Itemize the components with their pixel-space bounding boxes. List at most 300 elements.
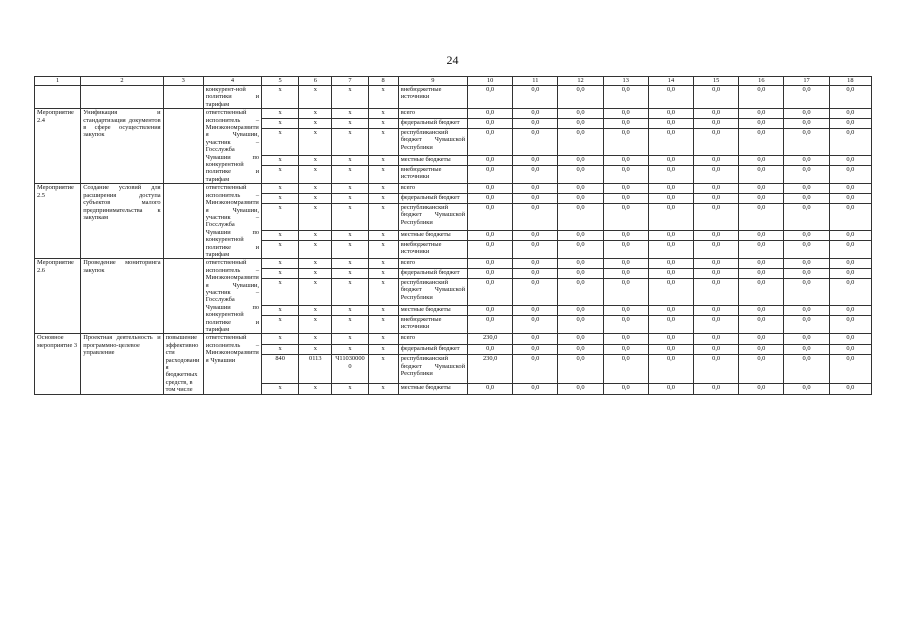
event-title-cell: Унификация и стандартизация документов в сфере осуществления закупок: [81, 109, 163, 184]
value-cell: 0,0: [829, 259, 871, 269]
code-cell: x: [368, 165, 398, 184]
value-cell: 0,0: [513, 334, 558, 344]
code-cell: Ч110300000: [332, 355, 368, 384]
code-cell: x: [299, 109, 332, 119]
value-cell: 0,0: [603, 269, 648, 279]
value-cell: 0,0: [829, 334, 871, 344]
value-cell: 0,0: [784, 155, 829, 165]
value-cell: 0,0: [468, 119, 513, 129]
value-cell: 0,0: [513, 119, 558, 129]
value-cell: 0,0: [784, 240, 829, 259]
value-cell: 0,0: [648, 315, 693, 334]
table-row: [35, 184, 872, 194]
code-cell: x: [368, 184, 398, 194]
value-cell: 0,0: [829, 306, 871, 316]
value-cell: 0,0: [513, 306, 558, 316]
code-cell: x: [299, 344, 332, 354]
value-cell: 0,0: [558, 86, 603, 109]
goal-cell: [163, 259, 203, 334]
value-cell: 0,0: [513, 269, 558, 279]
funding-source-cell: федеральный бюджет: [398, 269, 467, 279]
code-cell: x: [299, 259, 332, 269]
value-cell: 0,0: [603, 231, 648, 241]
value-cell: 0,0: [603, 334, 648, 344]
value-cell: 0,0: [558, 355, 603, 384]
value-cell: 0,0: [603, 184, 648, 194]
value-cell: 0,0: [603, 306, 648, 316]
funding-source-cell: местные бюджеты: [398, 306, 467, 316]
code-cell: x: [262, 315, 299, 334]
value-cell: 0,0: [694, 203, 739, 230]
value-cell: 0,0: [513, 278, 558, 305]
code-cell: x: [262, 119, 299, 129]
funding-source-cell: всего: [398, 184, 467, 194]
value-cell: 0,0: [558, 278, 603, 305]
value-cell: 0,0: [784, 315, 829, 334]
value-cell: 0,0: [829, 184, 871, 194]
value-cell: 0,0: [468, 240, 513, 259]
code-cell: x: [262, 184, 299, 194]
code-cell: x: [332, 334, 368, 344]
event-name-cell: [35, 86, 81, 109]
value-cell: 0,0: [513, 194, 558, 204]
value-cell: 0,0: [829, 128, 871, 155]
code-cell: x: [299, 278, 332, 305]
code-cell: x: [368, 315, 398, 334]
value-cell: 0,0: [468, 269, 513, 279]
code-cell: x: [299, 384, 332, 394]
executor-cell: конкурент-ной политики и тарифам: [203, 86, 261, 109]
value-cell: 0,0: [468, 128, 513, 155]
value-cell: 0,0: [558, 384, 603, 394]
value-cell: 0,0: [558, 155, 603, 165]
value-cell: 0,0: [829, 86, 871, 109]
value-cell: 0,0: [739, 165, 784, 184]
value-cell: 0,0: [829, 203, 871, 230]
column-header: 2: [81, 77, 163, 86]
code-cell: x: [368, 231, 398, 241]
value-cell: 0,0: [648, 334, 693, 344]
value-cell: 0,0: [784, 306, 829, 316]
value-cell: 0,0: [513, 344, 558, 354]
code-cell: x: [332, 306, 368, 316]
code-cell: x: [262, 240, 299, 259]
code-cell: x: [332, 86, 368, 109]
value-cell: 0,0: [603, 259, 648, 269]
value-cell: 0,0: [558, 109, 603, 119]
code-cell: x: [332, 109, 368, 119]
code-cell: x: [299, 165, 332, 184]
value-cell: 0,0: [739, 128, 784, 155]
value-cell: 0,0: [739, 334, 784, 344]
column-header: 7: [332, 77, 368, 86]
code-cell: x: [368, 155, 398, 165]
value-cell: 0,0: [648, 203, 693, 230]
value-cell: 0,0: [513, 203, 558, 230]
value-cell: 0,0: [694, 231, 739, 241]
goal-cell: повышение эффективности расходования бюджетных средств, в том числе: [163, 334, 203, 394]
code-cell: x: [368, 344, 398, 354]
code-cell: x: [262, 334, 299, 344]
code-cell: x: [368, 269, 398, 279]
value-cell: 0,0: [558, 194, 603, 204]
value-cell: 0,0: [468, 259, 513, 269]
table-row: [35, 86, 872, 109]
value-cell: 0,0: [603, 128, 648, 155]
code-cell: x: [262, 128, 299, 155]
column-header: 5: [262, 77, 299, 86]
executor-cell: ответственный исполнитель – Минэкономразвития Чувашии, участник – Госслужба Чувашии по конкурентной политике и тарифам: [203, 259, 261, 334]
code-cell: x: [368, 86, 398, 109]
funding-source-cell: всего: [398, 259, 467, 269]
code-cell: 840: [262, 355, 299, 384]
executor-cell: ответственный исполнитель – Минэкономразвития Чувашии: [203, 334, 261, 394]
value-cell: 0,0: [784, 128, 829, 155]
code-cell: x: [368, 128, 398, 155]
value-cell: 0,0: [603, 240, 648, 259]
funding-source-cell: местные бюджеты: [398, 155, 467, 165]
funding-source-cell: местные бюджеты: [398, 384, 467, 394]
event-name-cell: Мероприятие 2.6: [35, 259, 81, 334]
value-cell: 0,0: [648, 119, 693, 129]
value-cell: 0,0: [558, 231, 603, 241]
value-cell: 0,0: [694, 355, 739, 384]
value-cell: 0,0: [829, 344, 871, 354]
value-cell: 0,0: [468, 203, 513, 230]
executor-cell: ответственный исполнитель – Минэкономразвития Чувашии, участник – Госслужба Чувашии по конкурентной политике и тарифам: [203, 109, 261, 184]
value-cell: 0,0: [784, 344, 829, 354]
code-cell: x: [299, 203, 332, 230]
value-cell: 0,0: [694, 165, 739, 184]
value-cell: 0,0: [694, 306, 739, 316]
value-cell: 0,0: [468, 231, 513, 241]
value-cell: 0,0: [694, 344, 739, 354]
funding-source-cell: внебюджетные источники: [398, 240, 467, 259]
code-cell: x: [262, 384, 299, 394]
value-cell: 0,0: [648, 165, 693, 184]
code-cell: x: [262, 278, 299, 305]
value-cell: 0,0: [784, 203, 829, 230]
value-cell: 0,0: [829, 278, 871, 305]
funding-source-cell: местные бюджеты: [398, 231, 467, 241]
value-cell: 0,0: [648, 128, 693, 155]
code-cell: x: [299, 231, 332, 241]
code-cell: x: [262, 259, 299, 269]
value-cell: 0,0: [784, 86, 829, 109]
funding-source-cell: республиканский бюджет Чувашской Республики: [398, 278, 467, 305]
code-cell: x: [299, 306, 332, 316]
value-cell: 0,0: [648, 240, 693, 259]
value-cell: 0,0: [739, 203, 784, 230]
value-cell: 0,0: [739, 240, 784, 259]
value-cell: 0,0: [694, 240, 739, 259]
code-cell: x: [299, 119, 332, 129]
value-cell: 0,0: [784, 194, 829, 204]
value-cell: 0,0: [648, 86, 693, 109]
value-cell: 0,0: [739, 119, 784, 129]
value-cell: 0,0: [513, 155, 558, 165]
value-cell: 0,0: [694, 384, 739, 394]
value-cell: 0,0: [603, 155, 648, 165]
value-cell: 0,0: [694, 155, 739, 165]
value-cell: 0,0: [739, 155, 784, 165]
goal-cell: [163, 109, 203, 184]
value-cell: 0,0: [558, 344, 603, 354]
value-cell: 0,0: [784, 384, 829, 394]
value-cell: 0,0: [513, 315, 558, 334]
value-cell: 0,0: [829, 109, 871, 119]
value-cell: 0,0: [603, 119, 648, 129]
value-cell: 230,0: [468, 334, 513, 344]
code-cell: x: [332, 128, 368, 155]
value-cell: 0,0: [468, 306, 513, 316]
table-header-row: [35, 77, 872, 86]
code-cell: x: [332, 259, 368, 269]
value-cell: 0,0: [648, 384, 693, 394]
value-cell: 0,0: [829, 155, 871, 165]
code-cell: x: [332, 240, 368, 259]
value-cell: 0,0: [648, 109, 693, 119]
value-cell: 0,0: [648, 155, 693, 165]
value-cell: 0,0: [558, 315, 603, 334]
value-cell: 0,0: [603, 86, 648, 109]
value-cell: 0,0: [468, 86, 513, 109]
value-cell: 0,0: [784, 355, 829, 384]
value-cell: 0,0: [784, 278, 829, 305]
value-cell: 0,0: [784, 259, 829, 269]
value-cell: 0,0: [739, 384, 784, 394]
column-header: 16: [739, 77, 784, 86]
value-cell: 0,0: [513, 259, 558, 269]
value-cell: 0,0: [739, 278, 784, 305]
column-header: 12: [558, 77, 603, 86]
column-header: 10: [468, 77, 513, 86]
value-cell: 0,0: [603, 165, 648, 184]
funding-source-cell: внебюджетные источники: [398, 165, 467, 184]
code-cell: x: [368, 384, 398, 394]
value-cell: 0,0: [513, 86, 558, 109]
value-cell: 0,0: [739, 306, 784, 316]
funding-source-cell: федеральный бюджет: [398, 119, 467, 129]
funding-source-cell: республиканский бюджет Чувашской Республики: [398, 203, 467, 230]
event-name-cell: Основное мероприятие 3: [35, 334, 81, 394]
code-cell: x: [262, 109, 299, 119]
event-title-cell: Проектная деятельность и программно-целевое управление: [81, 334, 163, 394]
value-cell: 0,0: [739, 231, 784, 241]
column-header: 13: [603, 77, 648, 86]
value-cell: 0,0: [784, 184, 829, 194]
value-cell: 0,0: [784, 119, 829, 129]
column-header: 17: [784, 77, 829, 86]
value-cell: 0,0: [513, 384, 558, 394]
code-cell: x: [332, 269, 368, 279]
value-cell: 0,0: [513, 231, 558, 241]
code-cell: x: [299, 128, 332, 155]
value-cell: 0,0: [648, 344, 693, 354]
code-cell: x: [332, 278, 368, 305]
value-cell: 0,0: [829, 240, 871, 259]
value-cell: 0,0: [468, 315, 513, 334]
code-cell: x: [332, 119, 368, 129]
event-name-cell: Мероприятие 2.4: [35, 109, 81, 184]
value-cell: 0,0: [603, 315, 648, 334]
code-cell: x: [262, 86, 299, 109]
code-cell: x: [262, 344, 299, 354]
value-cell: 0,0: [468, 344, 513, 354]
value-cell: 0,0: [739, 109, 784, 119]
code-cell: x: [262, 269, 299, 279]
value-cell: 0,0: [513, 184, 558, 194]
value-cell: 0,0: [648, 231, 693, 241]
value-cell: 0,0: [739, 269, 784, 279]
value-cell: 0,0: [558, 128, 603, 155]
value-cell: 0,0: [694, 119, 739, 129]
value-cell: 0,0: [603, 203, 648, 230]
value-cell: 0,0: [694, 194, 739, 204]
value-cell: 0,0: [558, 240, 603, 259]
code-cell: x: [368, 109, 398, 119]
value-cell: 0,0: [739, 344, 784, 354]
funding-source-cell: всего: [398, 109, 467, 119]
table-row: [35, 334, 872, 344]
value-cell: 0,0: [558, 306, 603, 316]
column-header: 15: [694, 77, 739, 86]
value-cell: 0,0: [694, 334, 739, 344]
value-cell: 0,0: [829, 384, 871, 394]
code-cell: x: [299, 315, 332, 334]
table-row: [35, 109, 872, 119]
funding-source-cell: федеральный бюджет: [398, 194, 467, 204]
code-cell: x: [299, 269, 332, 279]
code-cell: x: [368, 203, 398, 230]
column-header: 18: [829, 77, 871, 86]
value-cell: 0,0: [558, 184, 603, 194]
value-cell: 0,0: [513, 128, 558, 155]
code-cell: x: [368, 334, 398, 344]
value-cell: 0,0: [694, 184, 739, 194]
code-cell: x: [368, 240, 398, 259]
code-cell: x: [332, 384, 368, 394]
code-cell: x: [368, 119, 398, 129]
column-header: 1: [35, 77, 81, 86]
column-header: 11: [513, 77, 558, 86]
value-cell: 0,0: [558, 334, 603, 344]
value-cell: 0,0: [558, 259, 603, 269]
funding-source-cell: внебюджетные источники: [398, 315, 467, 334]
budget-table: [34, 76, 872, 395]
value-cell: 0,0: [829, 355, 871, 384]
code-cell: x: [299, 194, 332, 204]
table-row: [35, 259, 872, 269]
code-cell: x: [262, 194, 299, 204]
column-header: 8: [368, 77, 398, 86]
value-cell: 0,0: [829, 269, 871, 279]
value-cell: 0,0: [513, 109, 558, 119]
event-title-cell: Проведение мониторинга закупок: [81, 259, 163, 334]
code-cell: x: [262, 155, 299, 165]
value-cell: 0,0: [694, 315, 739, 334]
value-cell: 0,0: [829, 165, 871, 184]
funding-source-cell: внебюджетные источники: [398, 86, 467, 109]
value-cell: 0,0: [784, 334, 829, 344]
value-cell: 0,0: [468, 194, 513, 204]
code-cell: x: [299, 334, 332, 344]
code-cell: x: [332, 184, 368, 194]
value-cell: 0,0: [558, 165, 603, 184]
value-cell: 0,0: [784, 231, 829, 241]
code-cell: 0113: [299, 355, 332, 384]
column-header: 3: [163, 77, 203, 86]
code-cell: x: [299, 86, 332, 109]
event-title-cell: Создание условий для расширения доступа субъектов малого предпринимательства к закупкам: [81, 184, 163, 259]
value-cell: 0,0: [558, 119, 603, 129]
funding-source-cell: республиканский бюджет Чувашской Республики: [398, 355, 467, 384]
event-name-cell: Мероприятие 2.5: [35, 184, 81, 259]
value-cell: 0,0: [468, 384, 513, 394]
column-header: 6: [299, 77, 332, 86]
value-cell: 0,0: [739, 355, 784, 384]
value-cell: 0,0: [694, 269, 739, 279]
code-cell: x: [332, 315, 368, 334]
column-header: 9: [398, 77, 467, 86]
event-title-cell: [81, 86, 163, 109]
code-cell: x: [332, 155, 368, 165]
executor-cell: ответственный исполнитель – Минэкономразвития Чувашии, участник – Госслужба Чувашии по конкурентной политике и тарифам: [203, 184, 261, 259]
value-cell: 0,0: [694, 128, 739, 155]
value-cell: 0,0: [603, 344, 648, 354]
column-header: 4: [203, 77, 261, 86]
code-cell: x: [299, 184, 332, 194]
page-number: 24: [446, 53, 459, 67]
value-cell: 0,0: [739, 86, 784, 109]
value-cell: 0,0: [648, 259, 693, 269]
funding-source-cell: федеральный бюджет: [398, 344, 467, 354]
value-cell: 0,0: [603, 384, 648, 394]
value-cell: 0,0: [694, 109, 739, 119]
value-cell: 0,0: [648, 306, 693, 316]
code-cell: x: [332, 231, 368, 241]
code-cell: x: [368, 194, 398, 204]
value-cell: 0,0: [513, 240, 558, 259]
value-cell: 0,0: [829, 119, 871, 129]
code-cell: x: [332, 165, 368, 184]
code-cell: x: [262, 306, 299, 316]
value-cell: 0,0: [739, 194, 784, 204]
goal-cell: [163, 86, 203, 109]
value-cell: 0,0: [468, 155, 513, 165]
value-cell: 0,0: [648, 355, 693, 384]
value-cell: 0,0: [603, 194, 648, 204]
value-cell: 0,0: [558, 203, 603, 230]
code-cell: x: [262, 231, 299, 241]
value-cell: 0,0: [468, 278, 513, 305]
value-cell: 0,0: [739, 259, 784, 269]
code-cell: x: [368, 355, 398, 384]
goal-cell: [163, 184, 203, 259]
value-cell: 0,0: [648, 194, 693, 204]
code-cell: x: [299, 155, 332, 165]
code-cell: x: [332, 344, 368, 354]
value-cell: 0,0: [513, 165, 558, 184]
value-cell: 0,0: [784, 109, 829, 119]
value-cell: 0,0: [468, 165, 513, 184]
code-cell: x: [332, 194, 368, 204]
value-cell: 0,0: [739, 184, 784, 194]
value-cell: 0,0: [648, 278, 693, 305]
value-cell: 0,0: [694, 86, 739, 109]
value-cell: 0,0: [739, 315, 784, 334]
value-cell: 0,0: [648, 184, 693, 194]
